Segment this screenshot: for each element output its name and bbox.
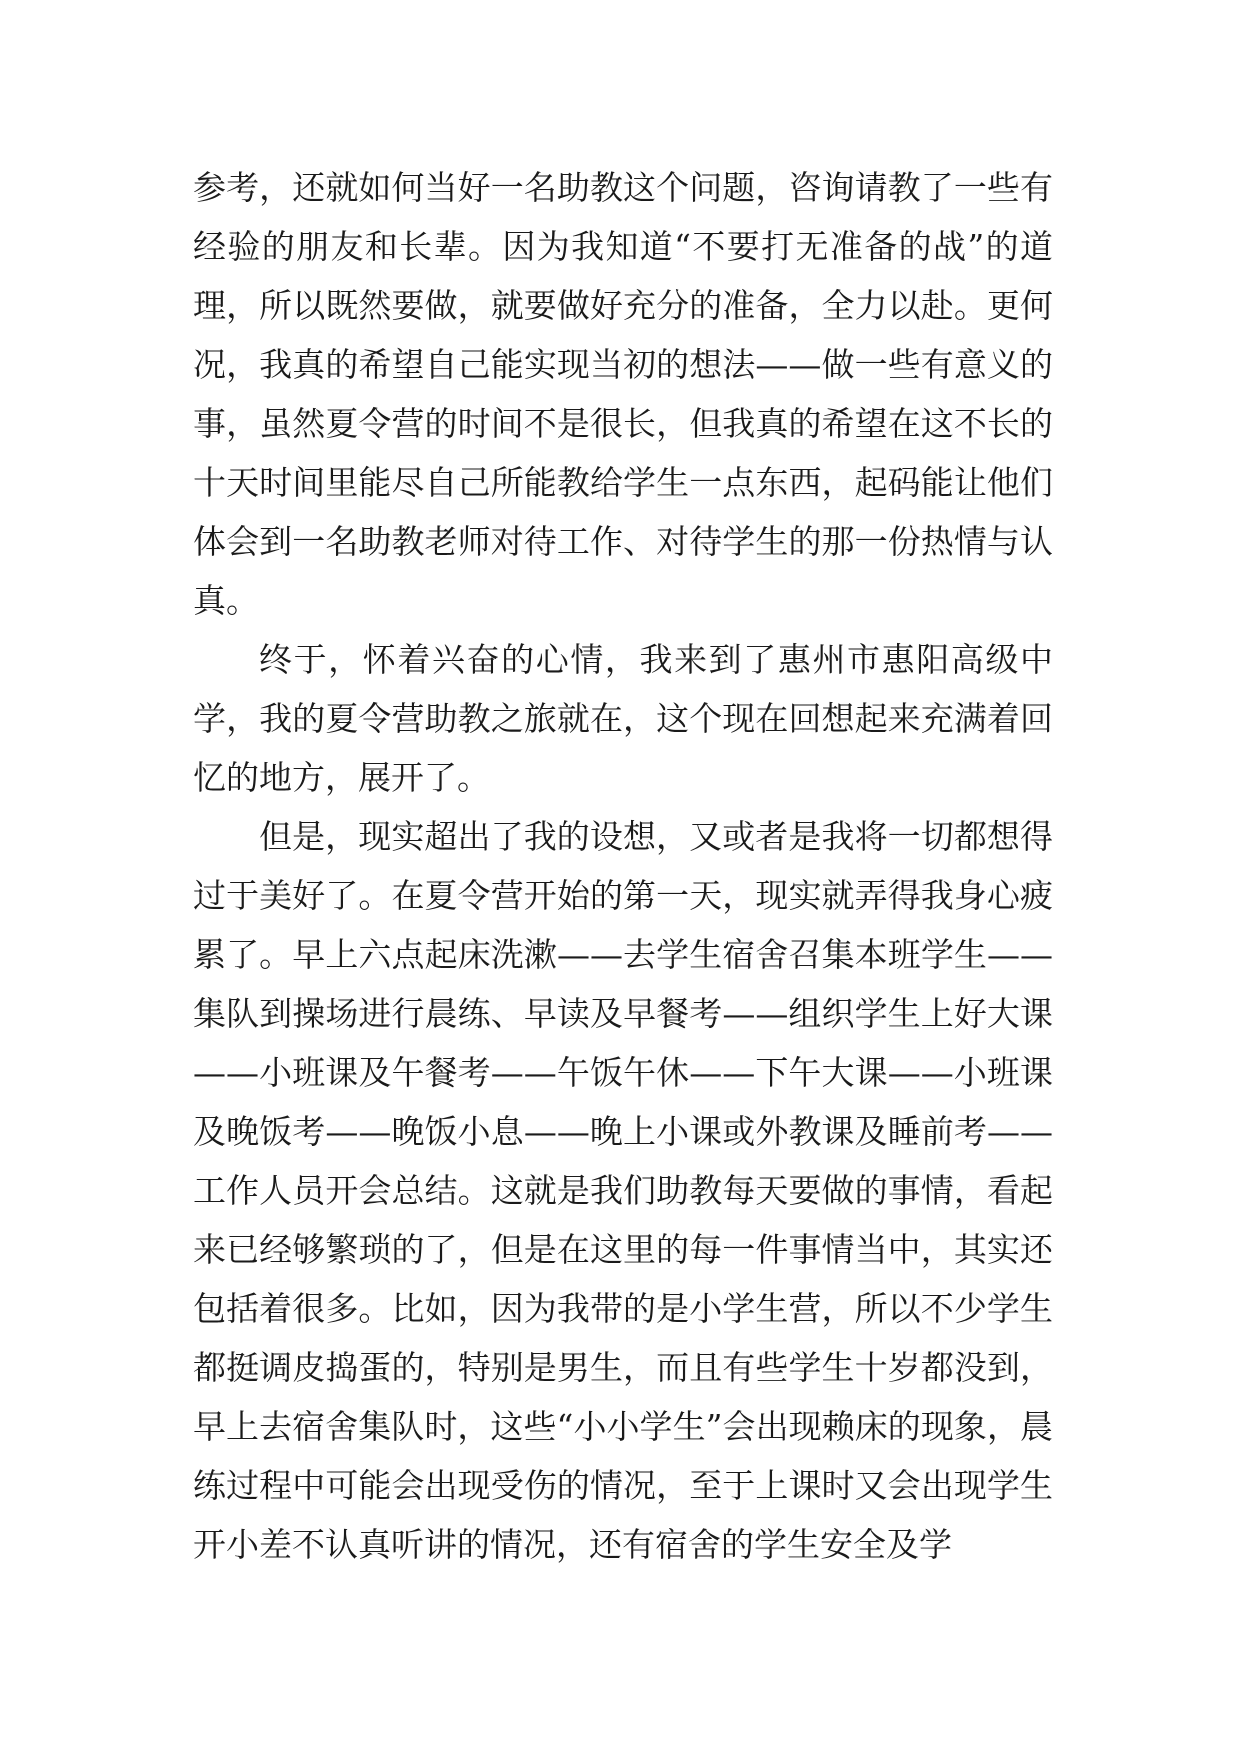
paragraph-2: 终于，怀着兴奋的心情，我来到了惠州市惠阳高级中学，我的夏令营助教之旅就在，这个现在回想起来充满着回忆的地方，展开了。 [193, 640, 1053, 797]
paragraph-3: 但是，现实超出了我的设想，又或者是我将一切都想得过于美好了。在夏令营开始的第一天，现实就弄得我身心疲累了。早上六点起床洗漱——去学生宿舍召集本班学生——集队到操场进行晨练、早读及早餐考——组织学生上好大课——小班课及午餐考——午饭午休——下午大课——小班课及晚饭考——晚饭小息——晚上小课或外教课及睡前考——工作人员开会总结。这就是我们助教每天要做的事情，看起来已经够繁琐的了，但是在这里的每一件事情当中，其实还包括着很多。比如，因为我带的是小学生营，所以不少学生都挺调皮捣蛋的，特别是男生，而且有些学生十岁都没到，早上去宿舍集队时，这些“小小学生”会出现赖床的现象，晨练过程中可能会出现受伤的情况，至于上课时又会出现学生开小差不认真听讲的情况，还有宿舍的学生安全及学 [193, 817, 1053, 1564]
document-body [193, 158, 1053, 1574]
paragraph-1: 参考，还就如何当好一名助教这个问题，咨询请教了一些有经验的朋友和长辈。因为我知道“不要打无准备的战”的道理，所以既然要做，就要做好充分的准备，全力以赴。更何况，我真的希望自己能实现当初的想法——做一些有意义的事，虽然夏令营的时间不是很长，但我真的希望在这不长的十天时间里能尽自己所能教给学生一点东西，起码能让他们体会到一名助教老师对待工作、对待学生的那一份热情与认真。 [193, 168, 1053, 620]
